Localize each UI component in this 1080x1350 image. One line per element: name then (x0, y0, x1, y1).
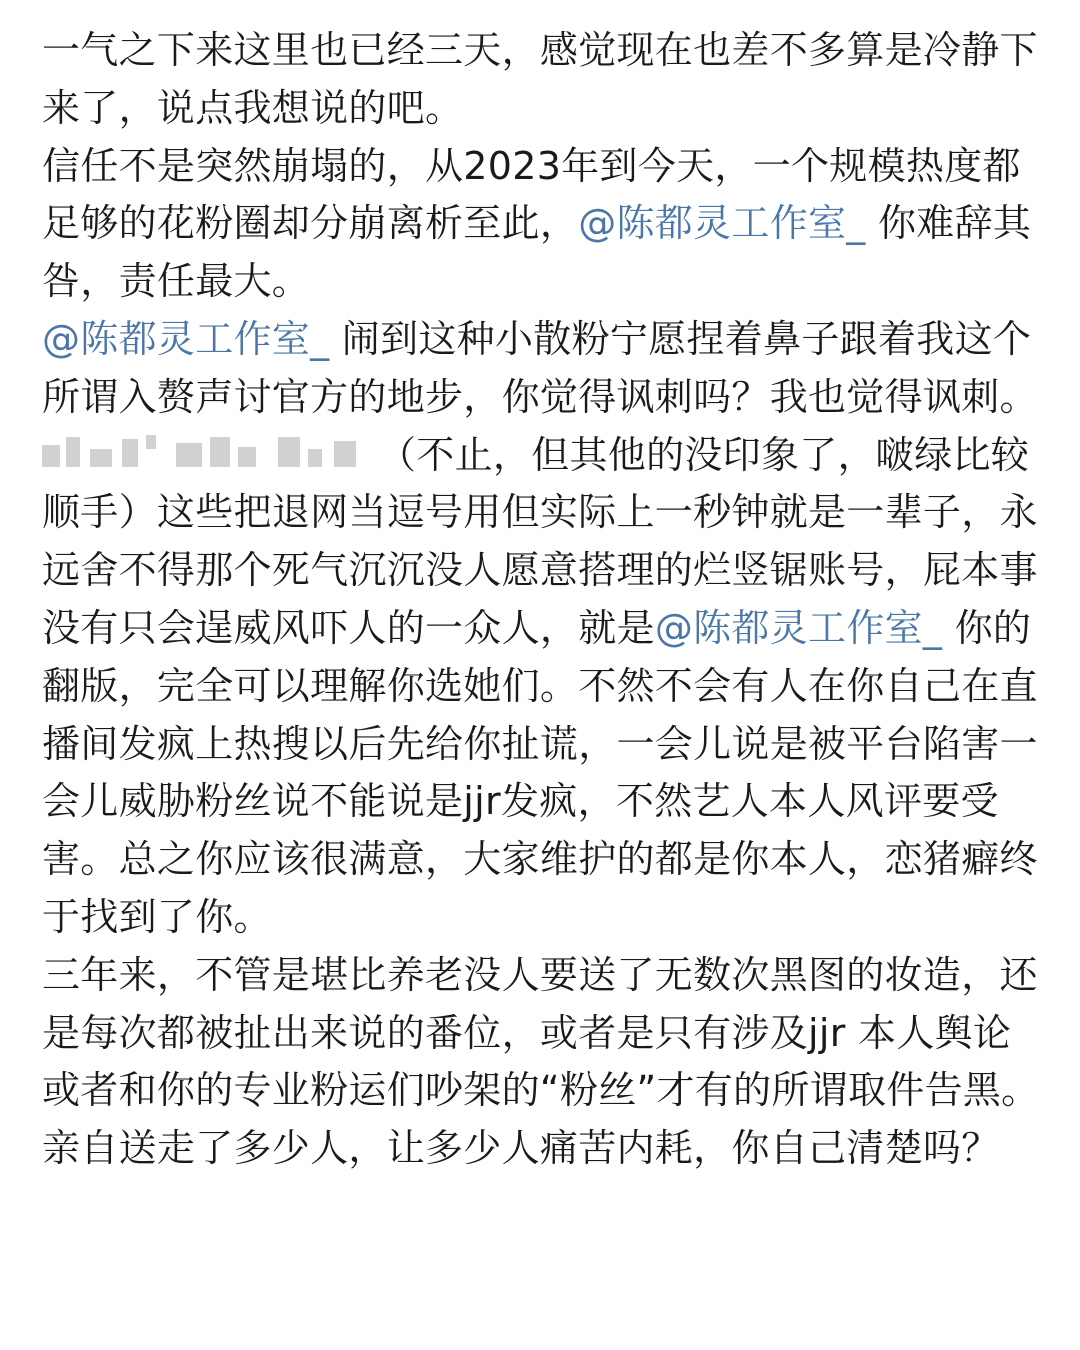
mention-link[interactable]: @陈都灵工作室_ (654, 605, 943, 650)
paragraph-text: 你难辞其咎，责任最大。 (42, 201, 1032, 304)
paragraph-text: （不止，但其他的没印象了，啵绿比较顺手）这些把退网当逗号用但实际上一秒钟就是一辈子，永远舍不得那个死气沉沉没人愿意搭理的烂竖锯账号，屁本事没有只会逞威风吓人的一众人，就是 (42, 432, 1038, 650)
paragraph-4 (42, 427, 1042, 947)
mention-link[interactable]: @陈都灵工作室_ (578, 201, 866, 246)
paragraph-text: 信任不是突然崩塌的，从2023年到今天，一个规模热度都足够的花粉圈却分崩离析至此， (42, 143, 1021, 246)
paragraph-text: 三年来，不管是堪比养老没人要送了无数次黑图的妆造，还是每次都被扯出来说的番位，或者是只有涉及jjr 本人舆论或者和你的专业粉运们吵架的“粉丝”才有的所谓取件告黑。亲自送走了多少人，让多少人痛苦内耗，你自己清楚吗？ (42, 952, 1040, 1171)
paragraph-1 (42, 22, 1042, 138)
paragraph-2 (42, 138, 1042, 311)
paragraph-3 (42, 311, 1042, 427)
paragraph-text: 你的翻版，完全可以理解你选她们。不然不会有人在你自己在直播间发疯上热搜以后先给你扯谎，一会儿说是被平台陷害一会儿威胁粉丝说不能说是jjr发疯，不然艺人本人风评要受害。总之你应该很满意，大家维护的都是你本人，恋猪癖终于找到了你。 (42, 605, 1038, 939)
mention-link[interactable]: @陈都灵工作室_ (42, 316, 330, 361)
post-body (42, 22, 1042, 1178)
paragraph-text: 一气之下来这里也已经三天，感觉现在也差不多算是冷静下来了，说点我想说的吧。 (42, 28, 1038, 130)
redacted-usernames (42, 435, 364, 475)
paragraph-text: 闹到这种小散粉宁愿捏着鼻子跟着我这个所谓入赘声讨官方的地步，你觉得讽刺吗？我也觉得讽刺。 (42, 316, 1038, 419)
paragraph-5 (42, 947, 1042, 1178)
